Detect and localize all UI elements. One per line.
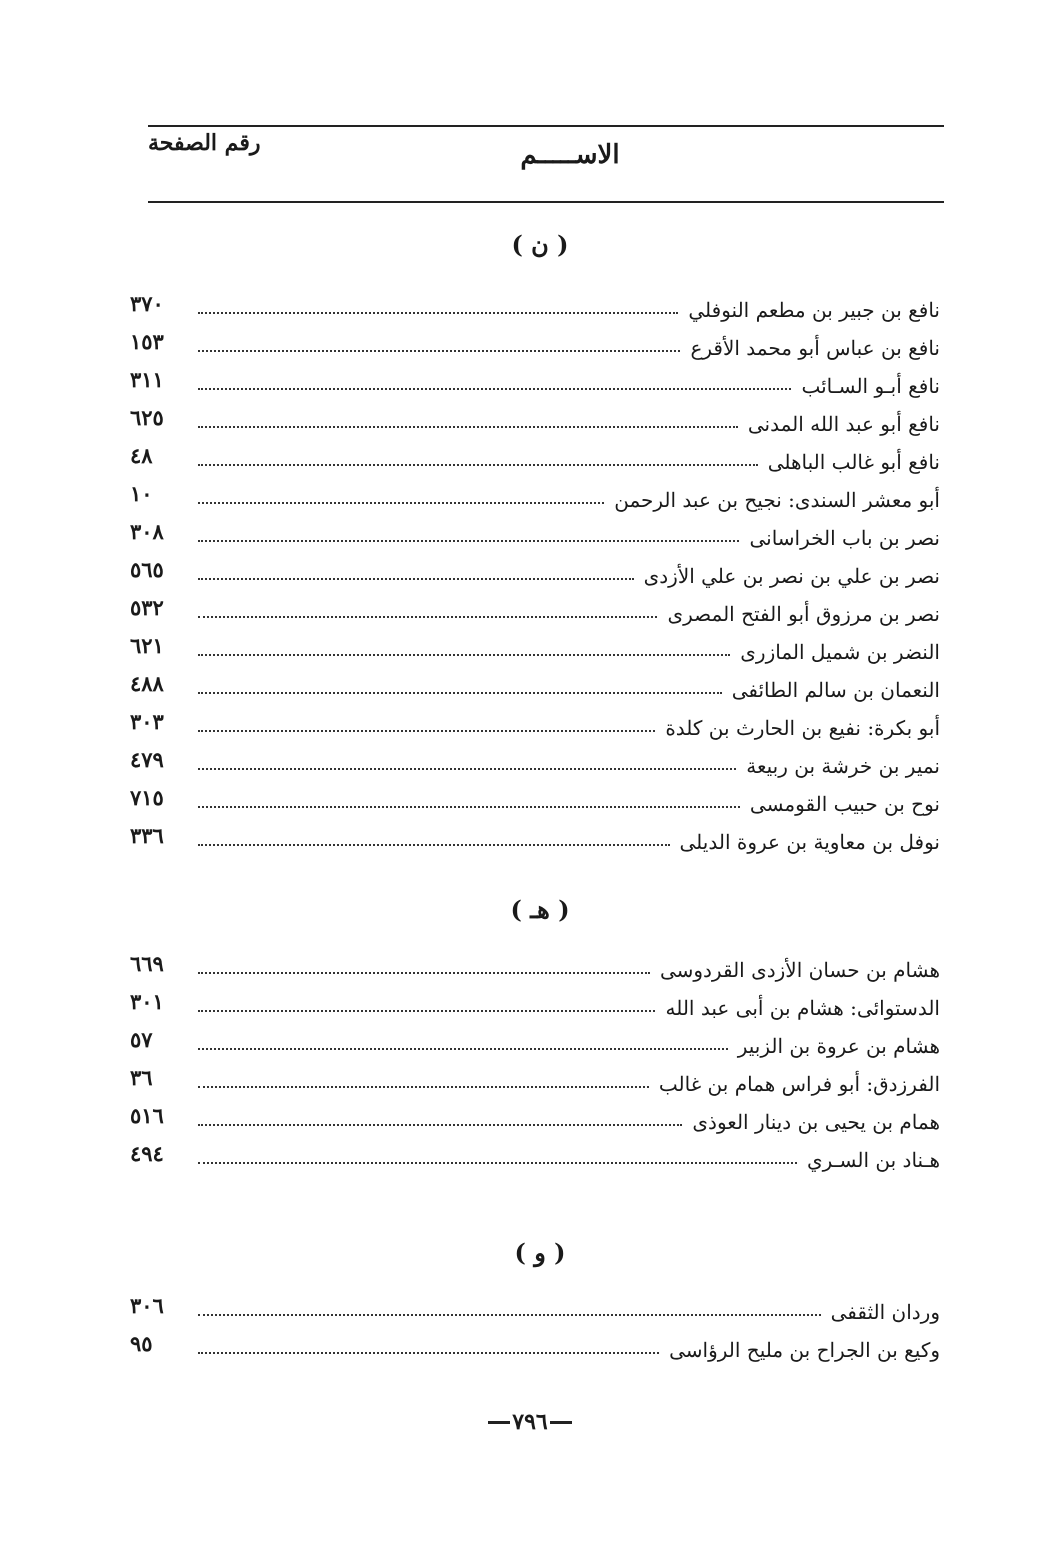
section-heading-ha: ( هـ ): [510, 895, 570, 924]
index-entry: [130, 364, 940, 402]
entry-name: نصر بن باب الخراسانى: [749, 526, 940, 550]
page-number-digits: ٧٩٦: [512, 1409, 548, 1435]
entry-page-number: ٣١١: [130, 367, 164, 392]
index-entry: [130, 744, 940, 782]
entry-name: الفرزدق: أبو فراس همام بن غالب: [658, 1072, 940, 1096]
index-entry: [130, 1138, 940, 1176]
leader-dots: [198, 1351, 659, 1354]
entry-name: نصر بن علي بن نصر بن علي الأزدى: [643, 564, 940, 588]
page-number: [440, 1408, 620, 1435]
entry-page-number: ٤٨: [130, 443, 153, 468]
page-number-dash-left: [550, 1421, 572, 1424]
entry-page-number: ٣٧٠: [130, 291, 164, 316]
entry-page-number: ٥٧: [130, 1027, 153, 1052]
entry-page-number: ٥٦٥: [130, 557, 164, 582]
leader-dots: [198, 1085, 649, 1088]
entry-page-number: ٥٣٢: [130, 595, 164, 620]
header-top-rule: [148, 125, 944, 127]
leader-dots: [198, 387, 791, 390]
index-entry: [130, 668, 940, 706]
leader-dots: [198, 501, 604, 504]
entry-page-number: ٦٢٥: [130, 405, 164, 430]
index-entry: [130, 1328, 940, 1366]
entry-name: وكيع بن الجراح بن مليح الرؤاسى: [669, 1338, 940, 1362]
leader-dots: [198, 1161, 797, 1164]
entry-name: هـناد بن السـري: [807, 1148, 940, 1172]
entry-name: أبو معشر السندى: نجيح بن عبد الرحمن: [614, 488, 940, 512]
index-entry: [130, 554, 940, 592]
entry-name: نافع بن عباس أبو محمد الأقرع: [690, 336, 940, 360]
entry-page-number: ٦٦٩: [130, 951, 164, 976]
leader-dots: [198, 463, 758, 466]
entry-name: هشام بن عروة بن الزبير: [737, 1034, 940, 1058]
entry-page-number: ٣٠٦: [130, 1293, 164, 1318]
index-entry: [130, 478, 940, 516]
entry-page-number: ٥١٦: [130, 1103, 164, 1128]
entry-name: نصر بن مرزوق أبو الفتح المصرى: [667, 602, 940, 626]
leader-dots: [198, 971, 650, 974]
leader-dots: [198, 1047, 728, 1050]
entry-name: هشام بن حسان الأزدى القردوسى: [659, 958, 940, 982]
leader-dots: [198, 1313, 821, 1316]
leader-dots: [198, 539, 739, 542]
entry-name: نافع أبو عبد الله المدنى: [747, 412, 940, 436]
leader-dots: [198, 1123, 682, 1126]
entry-page-number: ١٥٣: [130, 329, 164, 354]
leader-dots: [198, 311, 678, 314]
leader-dots: [198, 615, 657, 618]
index-entry: [130, 1062, 940, 1100]
index-entry: [130, 1100, 940, 1138]
index-entry: [130, 402, 940, 440]
entry-page-number: ٧١٥: [130, 785, 164, 810]
header-bottom-rule: [148, 201, 944, 203]
entry-name: أبو بكرة: نفيع بن الحارث بن كلدة: [665, 716, 940, 740]
entry-name: النعمان بن سالم الطائفى: [731, 678, 940, 702]
index-entry: [130, 440, 940, 478]
page-number-dash-right: [488, 1421, 510, 1424]
index-entry: [130, 326, 940, 364]
entry-page-number: ٣٣٦: [130, 823, 164, 848]
entry-page-number: ٤٩٤: [130, 1141, 164, 1166]
index-entry: [130, 288, 940, 326]
entry-page-number: ٦٢١: [130, 633, 164, 658]
leader-dots: [198, 767, 736, 770]
index-entry: [130, 820, 940, 858]
entry-name: وردان الثقفى: [830, 1300, 940, 1324]
entry-page-number: ٣٠١: [130, 989, 164, 1014]
entry-page-number: ٣٠٨: [130, 519, 164, 544]
leader-dots: [198, 729, 655, 732]
entry-page-number: ٩٥: [130, 1331, 153, 1356]
index-entry: [130, 592, 940, 630]
index-entry: [130, 630, 940, 668]
index-entry: [130, 1290, 940, 1328]
index-entry: [130, 948, 940, 986]
leader-dots: [198, 843, 670, 846]
entry-name: نوح بن حبيب القومسى: [749, 792, 940, 816]
index-entry: [130, 782, 940, 820]
entry-page-number: ٣٠٣: [130, 709, 164, 734]
entry-name: النضر بن شميل المازرى: [740, 640, 940, 664]
leader-dots: [198, 805, 740, 808]
entry-page-number: ١٠: [130, 481, 153, 506]
entry-name: نافع أبـو السـائب: [801, 374, 940, 398]
entry-name: الدستوائى: هشام بن أبى عبد الله: [665, 996, 940, 1020]
leader-dots: [198, 691, 722, 694]
entry-name: نافع أبو غالب الباهلى: [767, 450, 940, 474]
index-entry: [130, 986, 940, 1024]
leader-dots: [198, 425, 738, 428]
entry-page-number: ٣٦: [130, 1065, 153, 1090]
entry-name: نافع بن جبير بن مطعم النوفلي: [688, 298, 940, 322]
name-column-heading: الاســـــم: [520, 140, 620, 170]
leader-dots: [198, 577, 634, 580]
index-entry: [130, 516, 940, 554]
leader-dots: [198, 653, 730, 656]
entry-page-number: ٤٨٨: [130, 671, 164, 696]
index-entry: [130, 706, 940, 744]
section-heading-waw: ( و ): [514, 1238, 566, 1267]
entry-name: نمير بن خرشة بن ربيعة: [746, 754, 940, 778]
leader-dots: [198, 1009, 655, 1012]
page-column-heading: رقم الصفحة: [148, 130, 261, 156]
leader-dots: [198, 349, 680, 352]
index-entry: [130, 1024, 940, 1062]
entry-name: نوفل بن معاوية بن عروة الديلى: [679, 830, 940, 854]
entry-name: همام بن يحيى بن دينار العوذى: [692, 1110, 940, 1134]
entry-page-number: ٤٧٩: [130, 747, 164, 772]
section-heading-noon: ( ن ): [511, 230, 569, 259]
